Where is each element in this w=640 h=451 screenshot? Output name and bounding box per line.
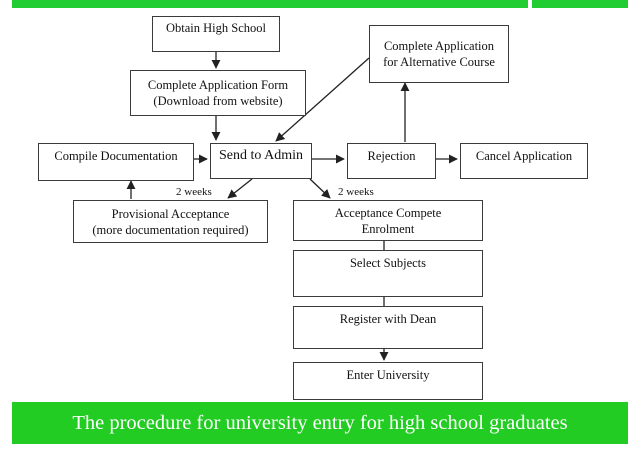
caption-text: The procedure for university entry for high school graduates <box>72 411 568 434</box>
node-cancel-application: Cancel Application <box>460 143 588 179</box>
edge-label-provisional-weeks: 2 weeks <box>176 186 212 198</box>
caption-banner <box>12 402 628 444</box>
node-select-subjects: Select Subjects <box>293 250 483 297</box>
arrow-admin-to-acceptance <box>310 179 330 198</box>
node-acceptance-compete-enrolment: Acceptance Compete Enrolment <box>293 200 483 241</box>
node-obtain-high-school: Obtain High School <box>152 16 280 52</box>
node-enter-university: Enter University <box>293 362 483 400</box>
node-provisional-acceptance: Provisional Acceptance (more documentation required) <box>73 200 268 243</box>
top-green-bar <box>12 0 528 8</box>
node-rejection: Rejection <box>347 143 436 179</box>
edge-label-acceptance-weeks: 2 weeks <box>338 186 374 198</box>
node-send-to-admin: Send to Admin <box>210 143 312 179</box>
node-complete-application-alternative: Complete Application for Alternative Course <box>369 25 509 83</box>
top-green-bar-right <box>532 0 628 8</box>
node-compile-documentation: Compile Documentation <box>38 143 194 181</box>
node-register-with-dean: Register with Dean <box>293 306 483 349</box>
node-complete-application-form: Complete Application Form (Download from website) <box>130 70 306 116</box>
arrow-admin-to-provisional <box>228 179 252 198</box>
